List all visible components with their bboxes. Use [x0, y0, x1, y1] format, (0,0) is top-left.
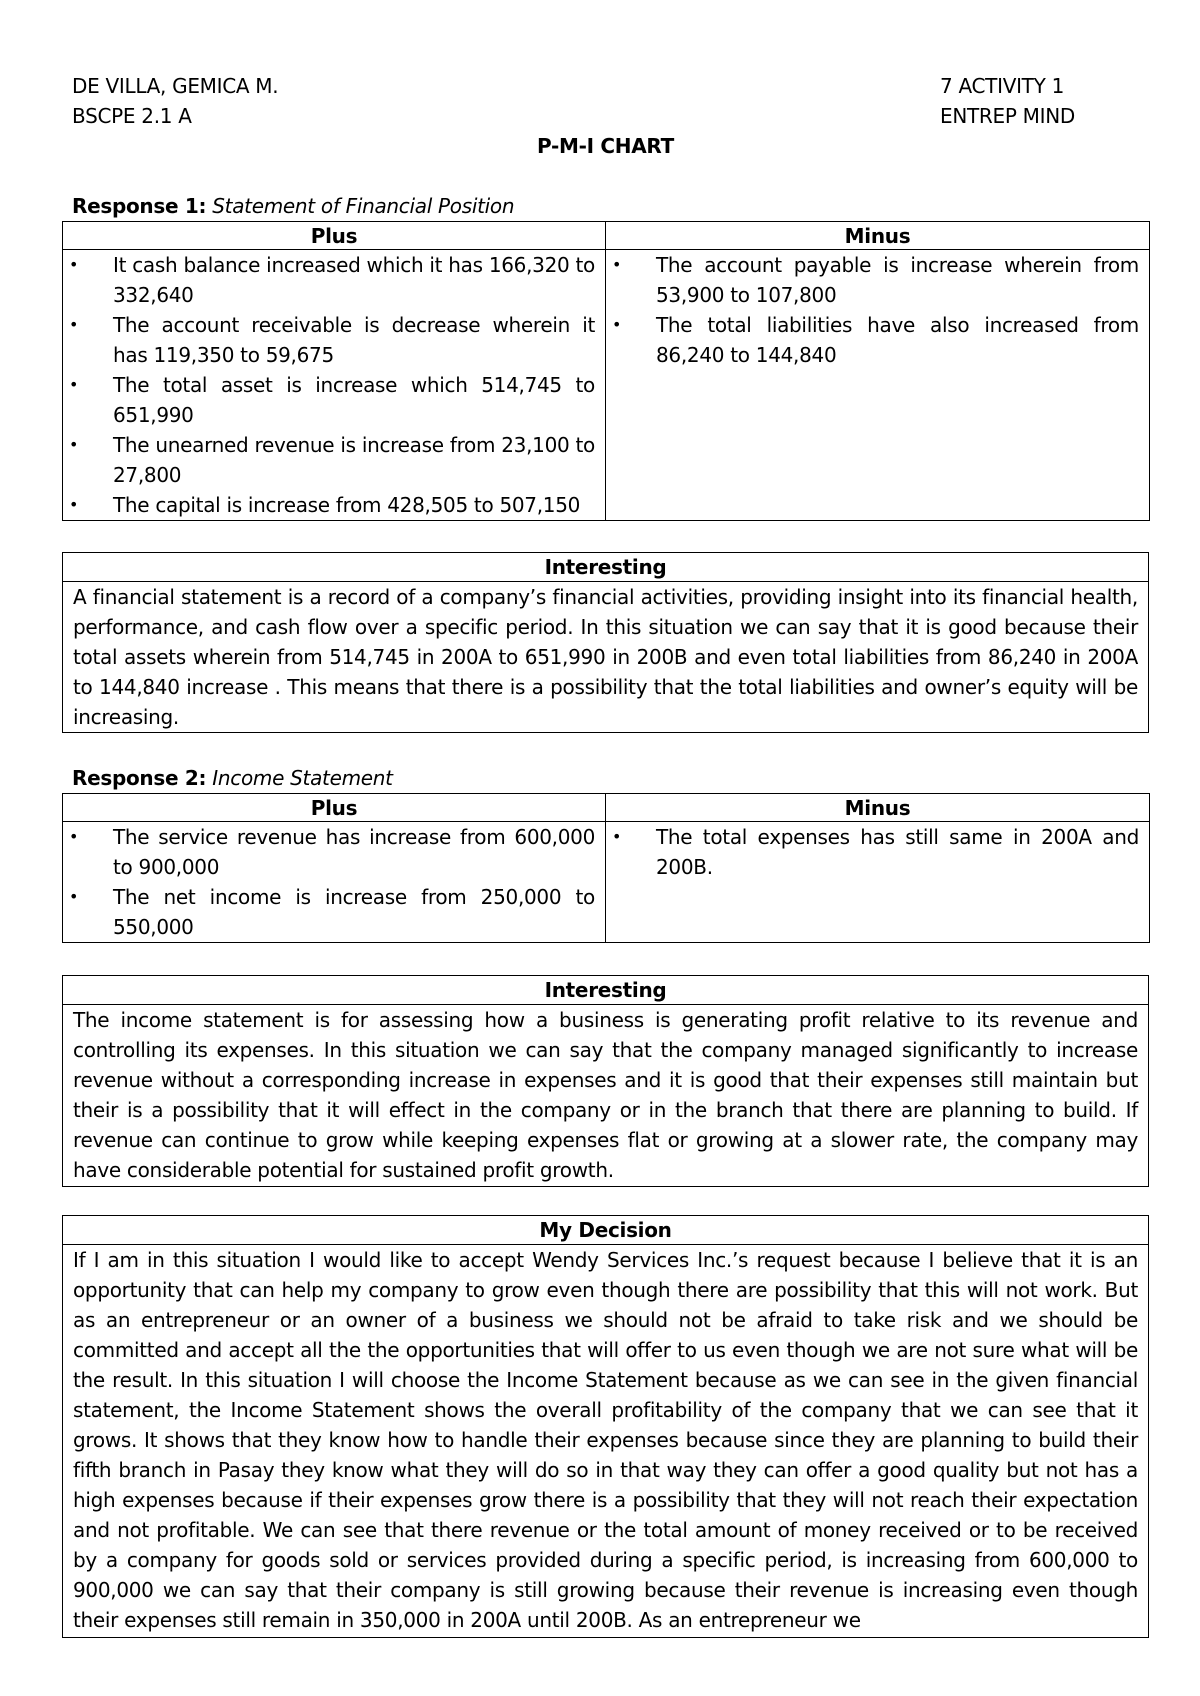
list-item: • The capital is increase from 428,505 to 507,150: [63, 490, 605, 520]
decision-header: My Decision: [63, 1216, 1148, 1245]
response-1-number: Response 1:: [72, 194, 207, 218]
response-2-topic: Income Statement: [212, 766, 393, 790]
response-2-plus-list: [63, 822, 605, 942]
list-item: • The total asset is increase which 514,745 to 651,990: [63, 370, 605, 430]
response-1-interesting-header: Interesting: [63, 553, 1148, 582]
response-2-number: Response 2:: [72, 766, 207, 790]
response-2-minus-header: Minus: [606, 794, 1150, 822]
list-item: • The account receivable is decrease wherein it has 119,350 to 59,675: [63, 310, 605, 370]
response-1-plus-header: Plus: [63, 222, 606, 250]
response-2-minus-cell: [606, 822, 1150, 943]
response-2-label: [72, 764, 393, 792]
list-item: • The unearned revenue is increase from 23,100 to 27,800: [63, 430, 605, 490]
subject-label: ENTREP MIND: [940, 104, 1075, 128]
response-1-pm-table: [62, 221, 1150, 521]
activity-label: 7 ACTIVITY 1: [940, 74, 1064, 98]
student-section: BSCPE 2.1 A: [72, 104, 192, 128]
response-1-plus-cell: [63, 250, 606, 521]
response-1-plus-list: [63, 250, 605, 520]
list-item: • The total liabilities have also increased from 86,240 to 144,840: [606, 310, 1149, 370]
list-item: • The total expenses has still same in 200A and 200B.: [606, 822, 1149, 882]
decision-box: [62, 1215, 1149, 1638]
response-2-interesting-header: Interesting: [63, 976, 1148, 1005]
response-1-label: [72, 192, 514, 220]
list-item: • It cash balance increased which it has 166,320 to 332,640: [63, 250, 605, 310]
response-2-minus-list: [606, 822, 1149, 882]
student-name: DE VILLA, GEMICA M.: [72, 74, 279, 98]
response-1-topic: Statement of Financial Position: [212, 194, 515, 218]
response-1-interesting-box: [62, 552, 1149, 733]
response-1-minus-cell: [606, 250, 1150, 521]
decision-text: If I am in this situation I would like to accept Wendy Services Inc.’s request because I believe that it is an opportunity that can help my company to grow even though there are possibility that this will not work. But as an entrepreneur or an owner of a business we should not be afraid to take risk and we should be committed and accept all the the opportunities that will offer to us even though we are not sure what will be the result. In this situation I will choose the Income Statement because as we can see in the given financial statement, the Income Statement shows the overall profitability of the company that we can see that it grows. It shows that they know how to handle their expenses because since they are planning to build their fifth branch in Pasay they know what they will do so in that way they can offer a good quality but not has a high expenses because if their expenses grow there is a possibility that they will not reach their expectation and not profitable. We can see that there revenue or the total amount of money received or to be received by a company for goods sold or services provided during a specific period, is increasing from 600,000 to 900,000 we can say that their company is still growing because their revenue is increasing even though their expenses still remain in 350,000 in 200A until 200B. As an entrepreneur we: [73, 1248, 1138, 1632]
list-item: • The net income is increase from 250,000 to 550,000: [63, 882, 605, 942]
list-item: • The service revenue has increase from 600,000 to 900,000: [63, 822, 605, 882]
response-2-interesting-box: [62, 975, 1149, 1187]
response-1-minus-list: [606, 250, 1149, 370]
response-2-plus-cell: [63, 822, 606, 943]
response-2-pm-table: [62, 793, 1150, 943]
response-1-interesting-text: A financial statement is a record of a company’s financial activities, providing insight into its financial health, performance, and cash flow over a specific period. In this situation we can say that it is good because their total assets wherein from 514,745 in 200A to 651,990 in 200B and even total liabilities from 86,240 in 200A to 144,840 increase . This means that there is a possibility that the total liabilities and owner’s equity will be increasing.: [73, 585, 1138, 729]
response-2-plus-header: Plus: [63, 794, 606, 822]
response-1-minus-header: Minus: [606, 222, 1150, 250]
page-title: P-M-I CHART: [537, 134, 674, 158]
response-2-interesting-text: The income statement is for assessing how a business is generating profit relative to its revenue and controlling its expenses. In this situation we can say that the company managed significantly to increase revenue without a corresponding increase in expenses and it is good that their expenses still maintain but their is a possibility that it will effect in the company or in the branch that there are planning to build. If revenue can continue to grow while keeping expenses flat or growing at a slower rate, the company may have considerable potential for sustained profit growth.: [73, 1008, 1138, 1182]
list-item: • The account payable is increase wherein from 53,900 to 107,800: [606, 250, 1149, 310]
